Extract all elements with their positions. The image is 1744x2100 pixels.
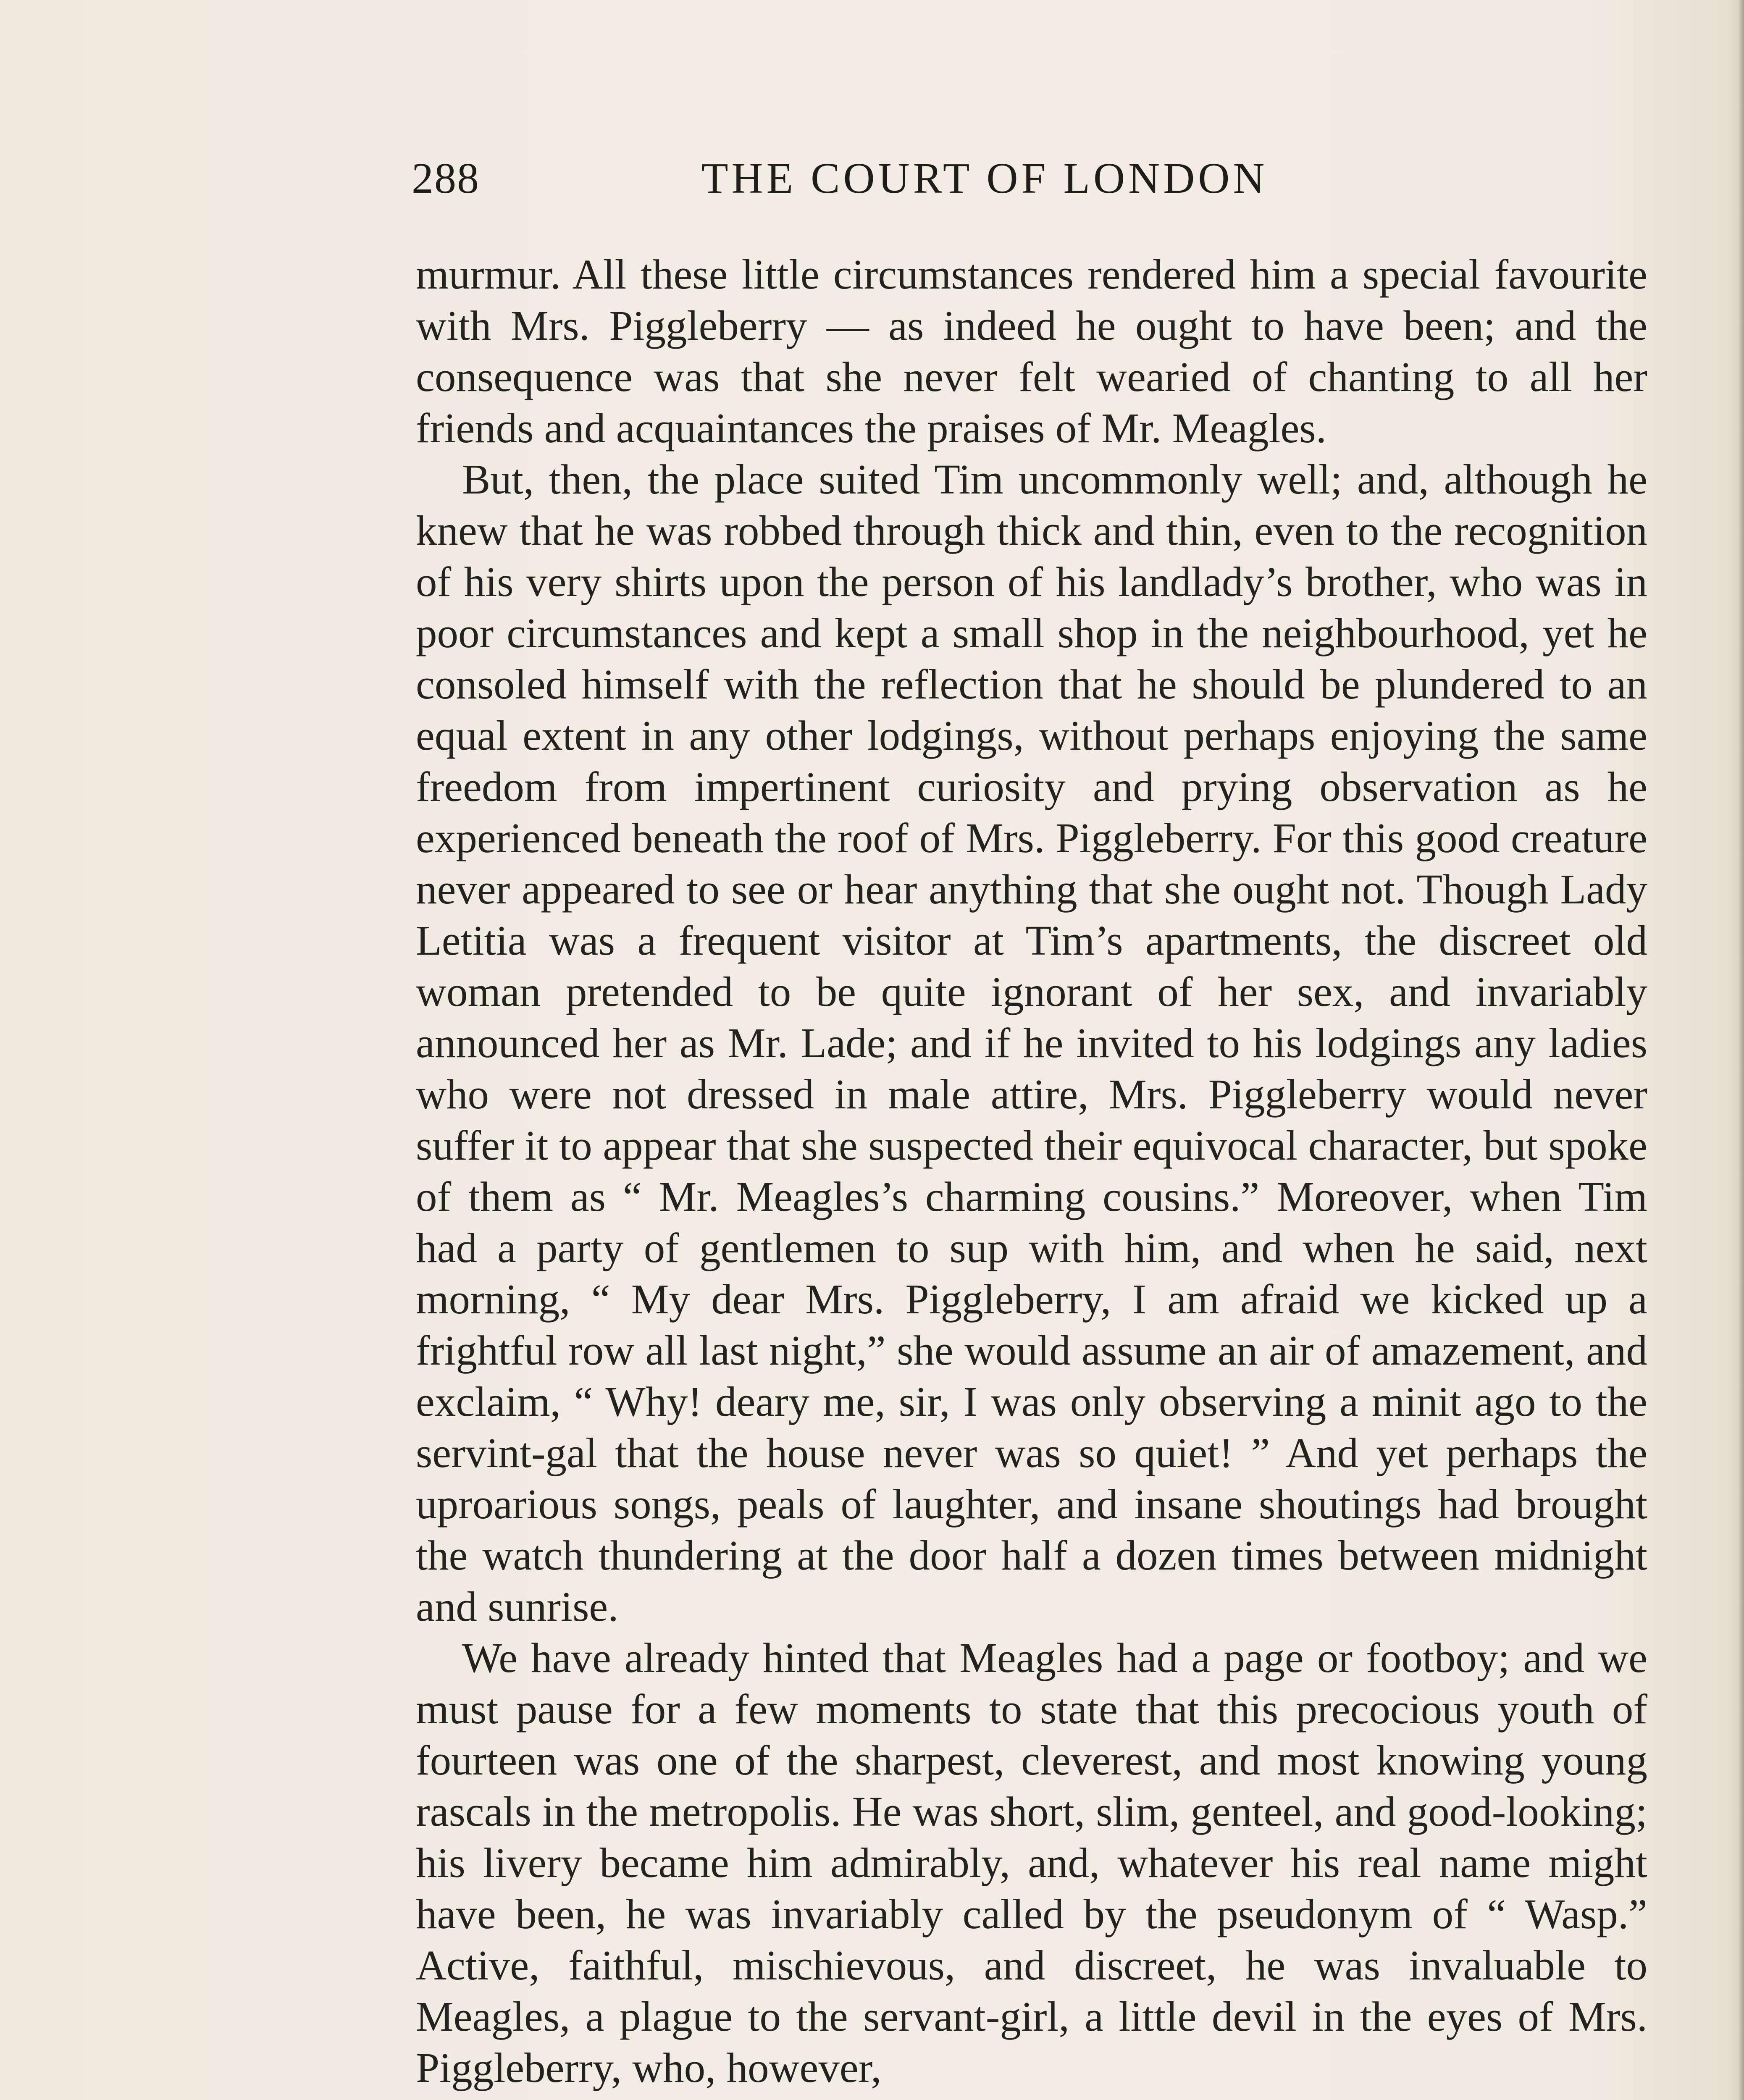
page-number: 288 [412,154,480,202]
paragraph-2: But, then, the place suited Tim uncommonly well; and, although he knew that he was robbed through thick and thin, even to the recognition of his very shirts upon the person of his landlady’s brother, who was in poor circumstances and kept a small shop in the neighbourhood, yet he consoled himself with the reflection that he should be plundered to an equal extent in any other lodgings, without perhaps enjoying the same freedom from impertinent curiosity and prying observation as he experienced beneath the roof of Mrs. Piggleberry. For this good creature never appeared to see or hear anything that she ought not. Though Lady Letitia was a frequent visitor at Tim’s apartments, the discreet old woman pretended to be quite ignorant of her sex, and invariably announced her as Mr. Lade; and if he invited to his lodgings any ladies who were not dressed in male attire, Mrs. Piggleberry would never suffer it to appear that she suspected their equivocal character, but spoke of them as “ Mr. Meagles’s charming cousins.” Moreover, when Tim had a party of gentlemen to sup with him, and when he said, next morning, “ My dear Mrs. Piggleberry, I am afraid we kicked up a frightful row all last night,” she would assume an air of amazement, and exclaim, “ Why! deary me, sir, I was only observing a minit ago to the servint-gal that the house never was so quiet! ” And yet perhaps the uproarious songs, peals of laughter, and insane shoutings had brought the watch thundering at the door half a dozen times between midnight and sunrise. [416,456,1647,1630]
paragraph-1: murmur. All these little circumstances rendered him a special favourite with Mrs. Piggleberry — as indeed he ought to have been; and the consequence was that she never felt wearied of chanting to all her friends and acquaintances the praises of Mr. Meagles. [416,251,1647,452]
page-edge-shadow [1738,0,1744,2100]
paragraph-3: We have already hinted that Meagles had a page or footboy; and we must pause for a few moments to state that this precocious youth of fourteen was one of the sharpest, cleverest, and most knowing young rascals in the metropolis. He was short, slim, genteel, and good-looking; his livery became him admirably, and, whatever his real name might have been, he was invariably called by the pseudonym of “ Wasp.” Active, faithful, mischievous, and discreet, he was invaluable to Meagles, a plague to the servant-girl, a little devil in the eyes of Mrs. Piggleberry, who, however, [416,1634,1647,2091]
running-head: THE COURT OF LONDON [701,154,1268,202]
body-text [416,249,1647,2093]
page-header [412,153,1647,220]
